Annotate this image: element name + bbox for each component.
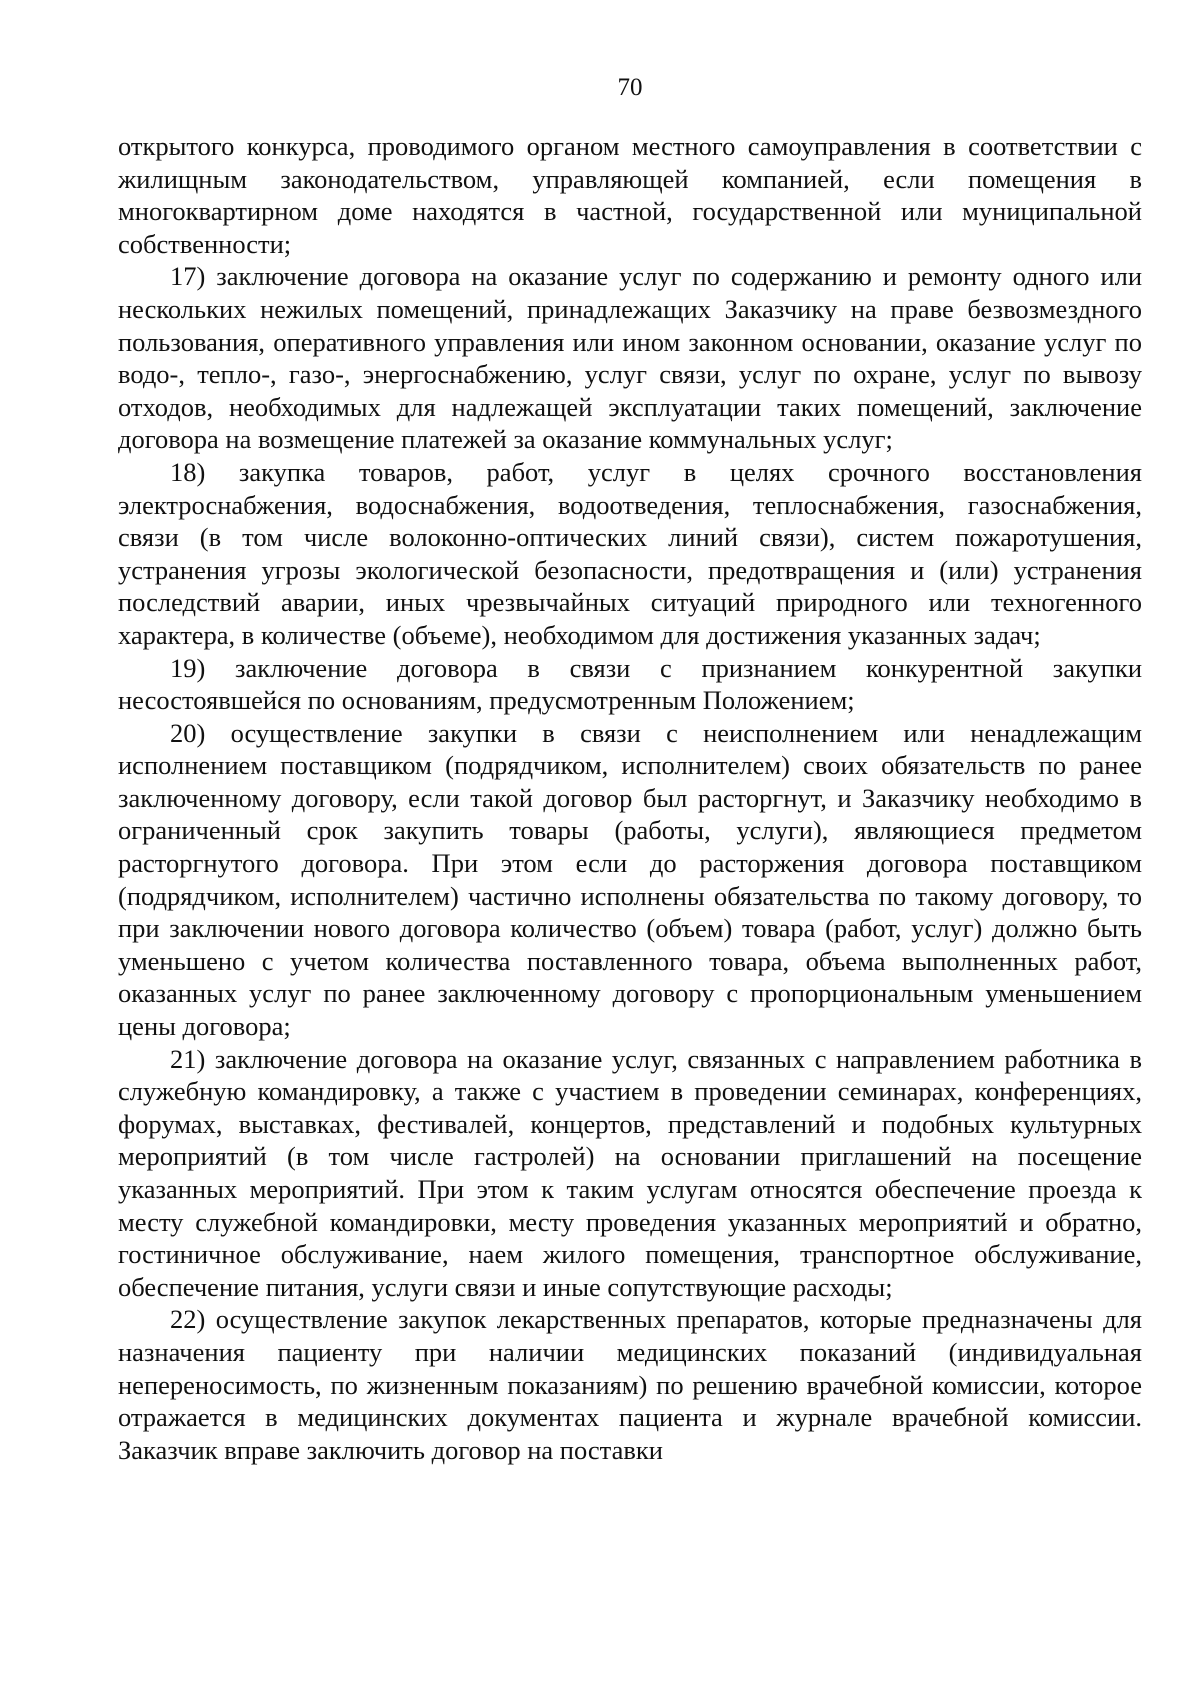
paragraph-continuation: открытого конкурса, проводимого органом местного самоуправления в соответствии с жилищным законодательством, управляющей компанией, если помещения в многоквартирном доме находятся в частной, государственной или муниципальной собственности; <box>118 131 1142 259</box>
page-number: 70 <box>617 74 643 101</box>
paragraph-item-17: 17) заключение договора на оказание услуг по содержанию и ремонту одного или нескольких нежилых помещений, принадлежащих Заказчику на праве безвозмездного пользования, оперативного управления или ином законном основании, оказание услуг по водо-, тепло-, газо-, энергоснабжению, услуг связи, услуг по охране, услуг по вывозу отходов, необходимых для надлежащей эксплуатации таких помещений, заключение договора на возмещение платежей за оказание коммунальных услуг; <box>118 261 1142 455</box>
document-body <box>118 130 1142 1466</box>
paragraph-item-21: 21) заключение договора на оказание услуг, связанных с направлением работника в служебную командировку, а также с участием в проведении семинарах, конференциях, форумах, выставках, фестивалей, концертов, представлений и подобных культурных мероприятий (в том числе гастролей) на основании приглашений на посещение указанных мероприятий. При этом к таким услугам относятся обеспечение проезда к месту служебной командировки, месту проведения указанных мероприятий и обратно, гостиничное обслуживание, наем жилого помещения, транспортное обслуживание, обеспечение питания, услуги связи и иные сопутствующие расходы; <box>118 1043 1142 1302</box>
paragraph-item-20: 20) осуществление закупки в связи с неисполнением или ненадлежащим исполнением поставщиком (подрядчиком, исполнителем) своих обязательств по ранее заключенному договору, если такой договор был расторгнут, и Заказчику необходимо в ограниченный срок закупить товары (работы, услуги), являющиеся предметом расторгнутого договора. При этом если до расторжения договора поставщиком (подрядчиком, исполнителем) частично исполнены обязательства по такому договору, то при заключении нового договора количество (объем) товара (работ, услуг) должно быть уменьшено с учетом количества поставленного товара, объема выполненных работ, оказанных услуг по ранее заключенному договору с пропорциональным уменьшением цены договора; <box>118 717 1142 1042</box>
paragraph-item-19: 19) заключение договора в связи с признанием конкурентной закупки несостоявшейся по основаниям, предусмотренным Положением; <box>118 652 1142 716</box>
paragraph-item-22: 22) осуществление закупок лекарственных препаратов, которые предназначены для назначения пациенту при наличии медицинских показаний (индивидуальная непереносимость, по жизненным показаниям) по решению врачебной комиссии, которое отражается в медицинских документах пациента и журнале врачебной комиссии. Заказчик вправе заключить договор на поставки <box>118 1304 1142 1465</box>
paragraph-item-18: 18) закупка товаров, работ, услуг в целях срочного восстановления электроснабжения, водоснабжения, водоотведения, теплоснабжения, газоснабжения, связи (в том числе волоконно-оптических линий связи), систем пожаротушения, устранения угрозы экологической безопасности, предотвращения и (или) устранения последствий аварии, иных чрезвычайных ситуаций природного или техногенного характера, в количестве (объеме), необходимом для достижения указанных задач; <box>118 456 1142 650</box>
